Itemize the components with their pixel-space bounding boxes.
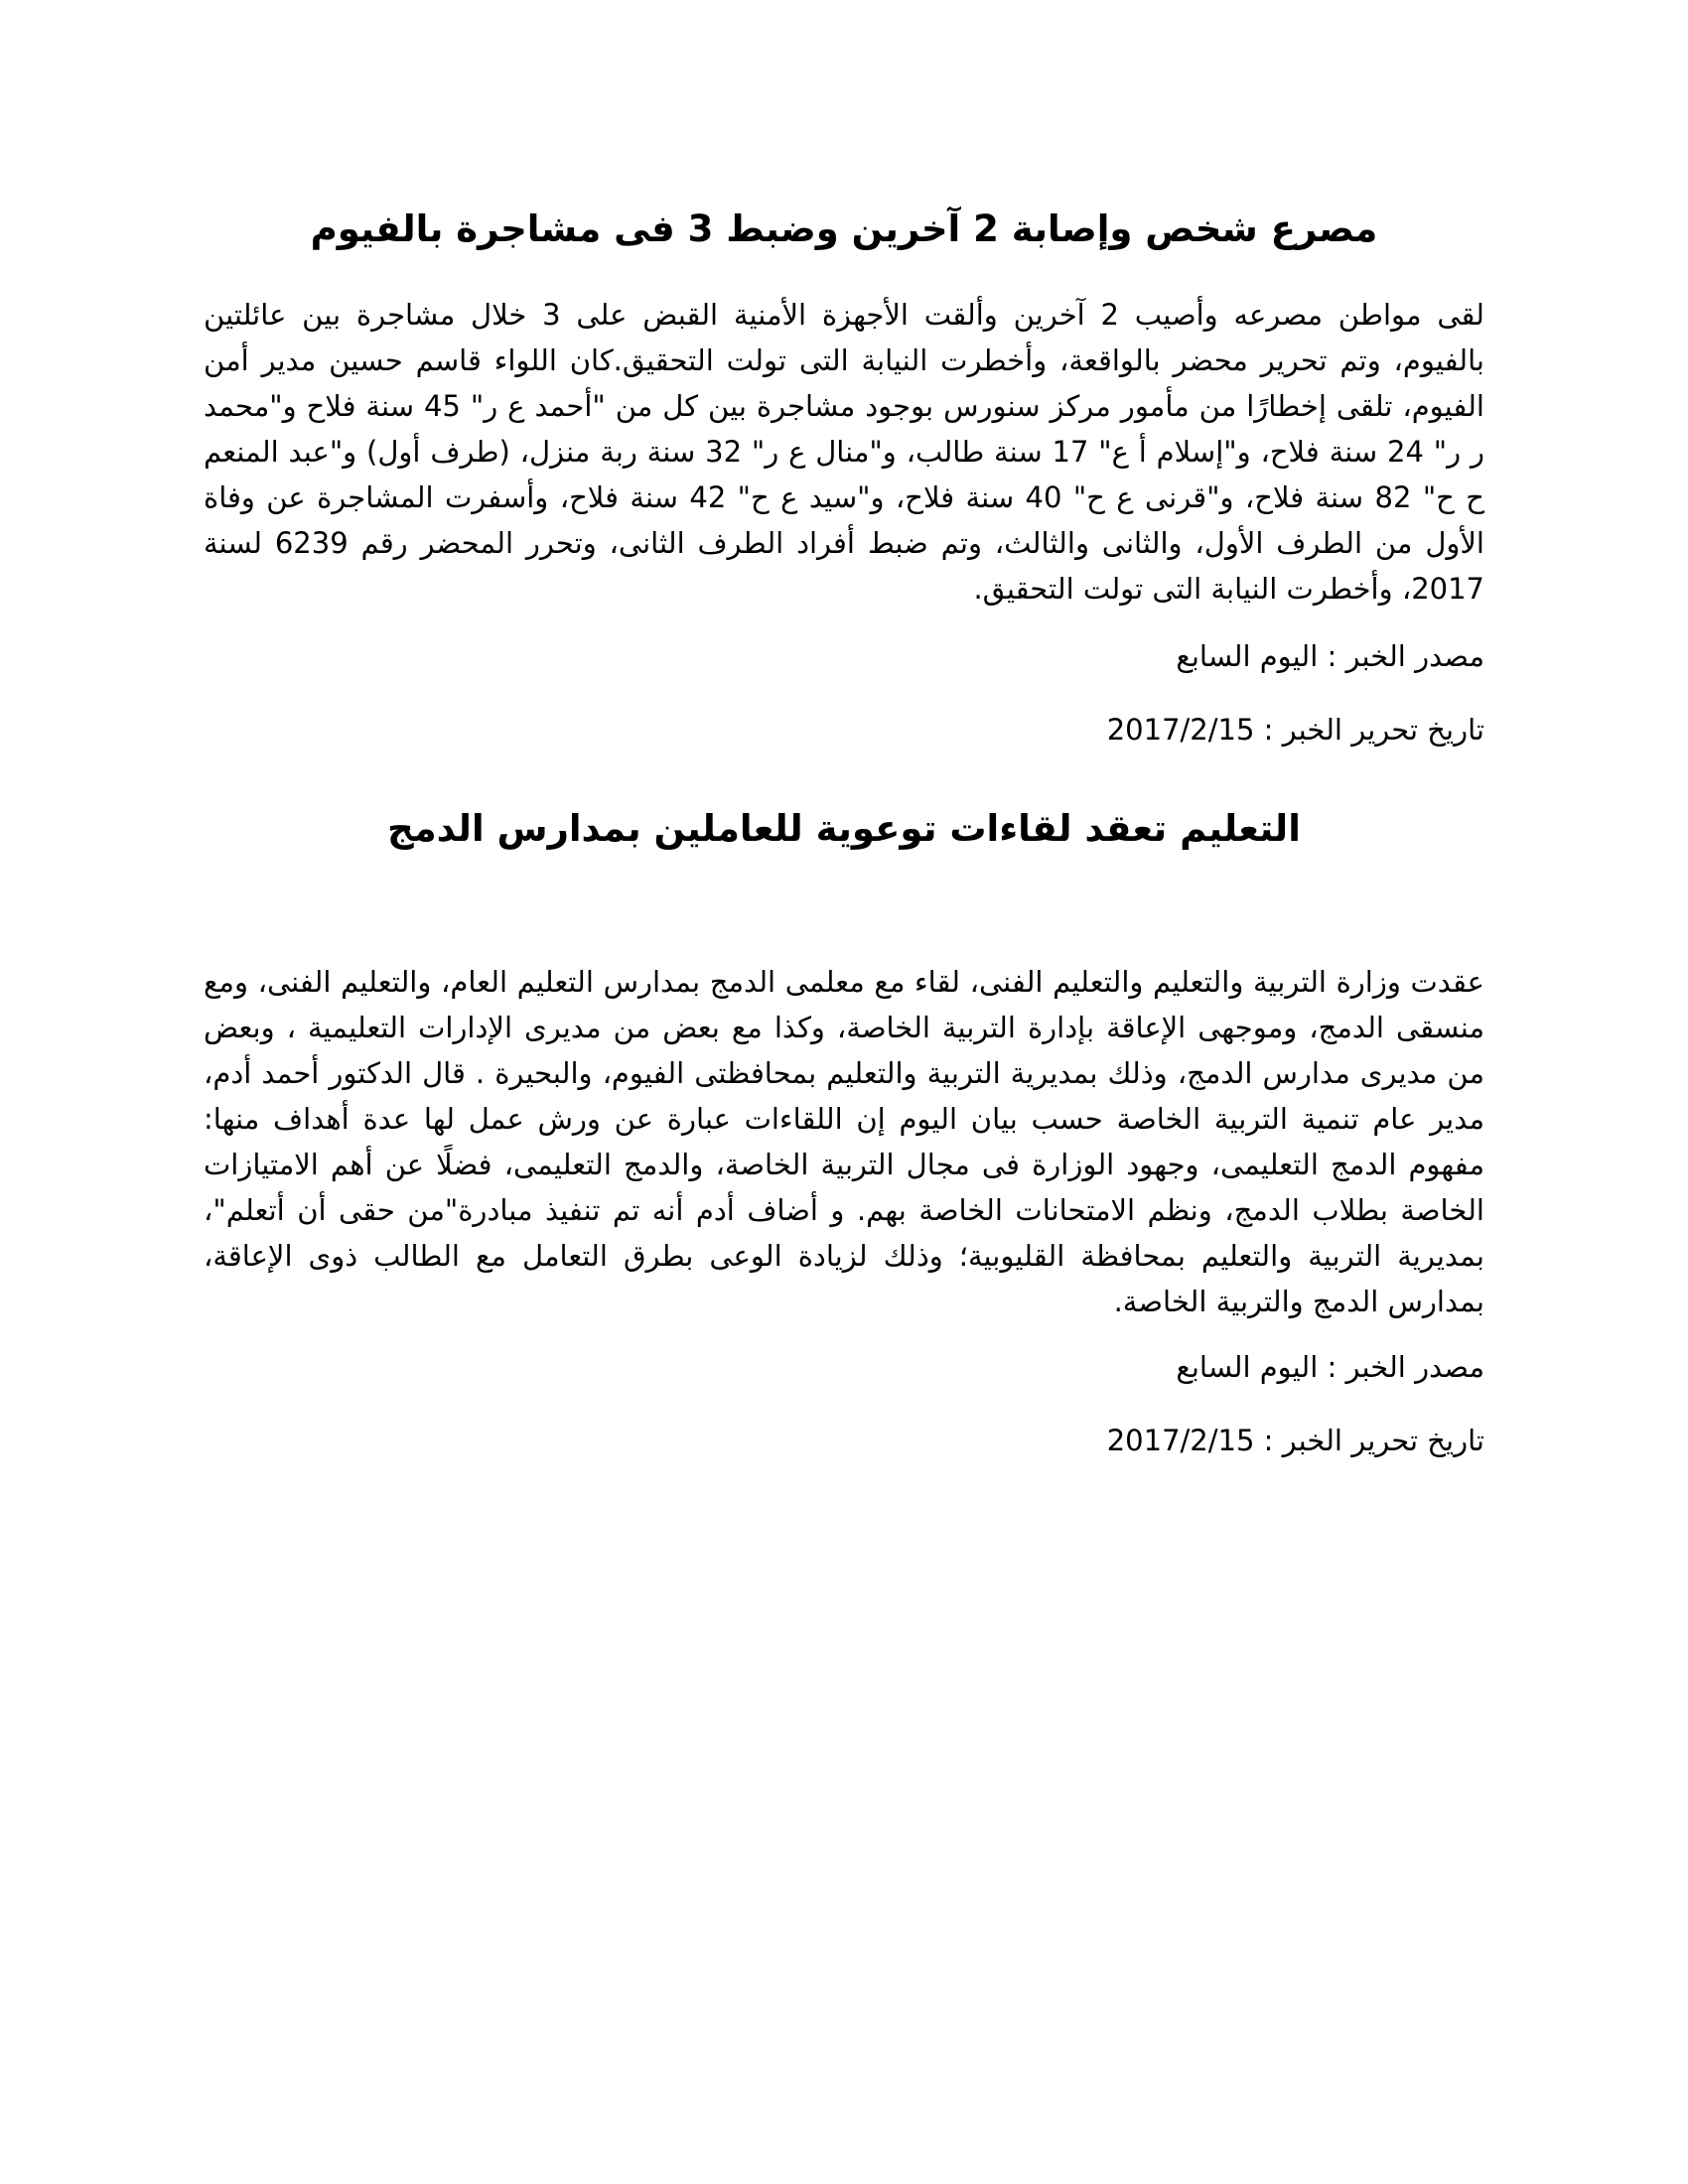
article-date: تاريخ تحرير الخبر : 2017/2/15 <box>1106 713 1484 747</box>
news-article <box>204 195 1484 752</box>
article-headline: مصرع شخص وإصابة 2 آخرين وضبط 3 فى مشاجرة بالفيوم <box>310 207 1378 250</box>
article-headline: التعليم تعقد لقاءات توعوية للعاملين بمدارس الدمج <box>387 807 1301 850</box>
article-source: مصدر الخبر : اليوم السابع <box>1176 639 1484 673</box>
article-date: تاريخ تحرير الخبر : 2017/2/15 <box>1106 1424 1484 1457</box>
article-body: لقى مواطن مصرعه وأصيب 2 آخرين وألقت الأجهزة الأمنية القبض على 3 خلال مشاجرة بين عائلتين بالفيوم، وتم تحرير محضر بالواقعة، وأخطرت النيابة التى تولت التحقيق.كان اللواء قاسم حسين مدير أمن الفيوم، تلقى إخطارًا من مأمور مركز سنورس بوجود مشاجرة بين كل من "أحمد ع ر" 45 سنة فلاح و"محمد ر ر" 24 سنة فلاح، و"إسلام أ ع" 17 سنة طالب، و"منال ع ر" 32 سنة ربة منزل، (طرف أول) و"عبد المنعم ح ح" 82 سنة فلاح، و"قرنى ع ح" 40 سنة فلاح، و"سيد ع ح" 42 سنة فلاح، وأسفرت المشاجرة عن وفاة الأول من الطرف الأول، والثانى والثالث، وتم ضبط أفراد الطرف الثانى، وتحرر المحضر رقم 6239 لسنة 2017، وأخطرت النيابة التى تولت التحقيق. <box>204 298 1485 606</box>
article-source: مصدر الخبر : اليوم السابع <box>1176 1350 1484 1384</box>
article-body: عقدت وزارة التربية والتعليم والتعليم الفنى، لقاء مع معلمى الدمج بمدارس التعليم العام، والتعليم الفنى، ومع منسقى الدمج، وموجهى الإعاقة بإدارة التربية الخاصة، وكذا مع بعض من مديرى الإدارات التعليمية ، وبعض من مديرى مدارس الدمج، وذلك بمديرية التربية والتعليم بمحافظتى الفيوم، والبحيرة . قال الدكتور أحمد أدم، مدير عام تنمية التربية الخاصة حسب بيان اليوم إن اللقاءات عبارة عن ورش عمل لها عدة أهداف منها: مفهوم الدمج التعليمى، وجهود الوزارة فى مجال التربية الخاصة، والدمج التعليمى، فضلًا عن أهم الامتيازات الخاصة بطلاب الدمج، ونظم الامتحانات الخاصة بهم. و أضاف أدم أنه تم تنفيذ مبادرة"من حقى أن أتعلم"، بمديرية التربية والتعليم بمحافظة القليوبية؛ وذلك لزيادة الوعى بطرق التعامل مع الطالب ذوى الإعاقة، بمدارس الدمج والتربية الخاصة. <box>204 965 1484 1318</box>
news-article <box>204 794 1484 1463</box>
